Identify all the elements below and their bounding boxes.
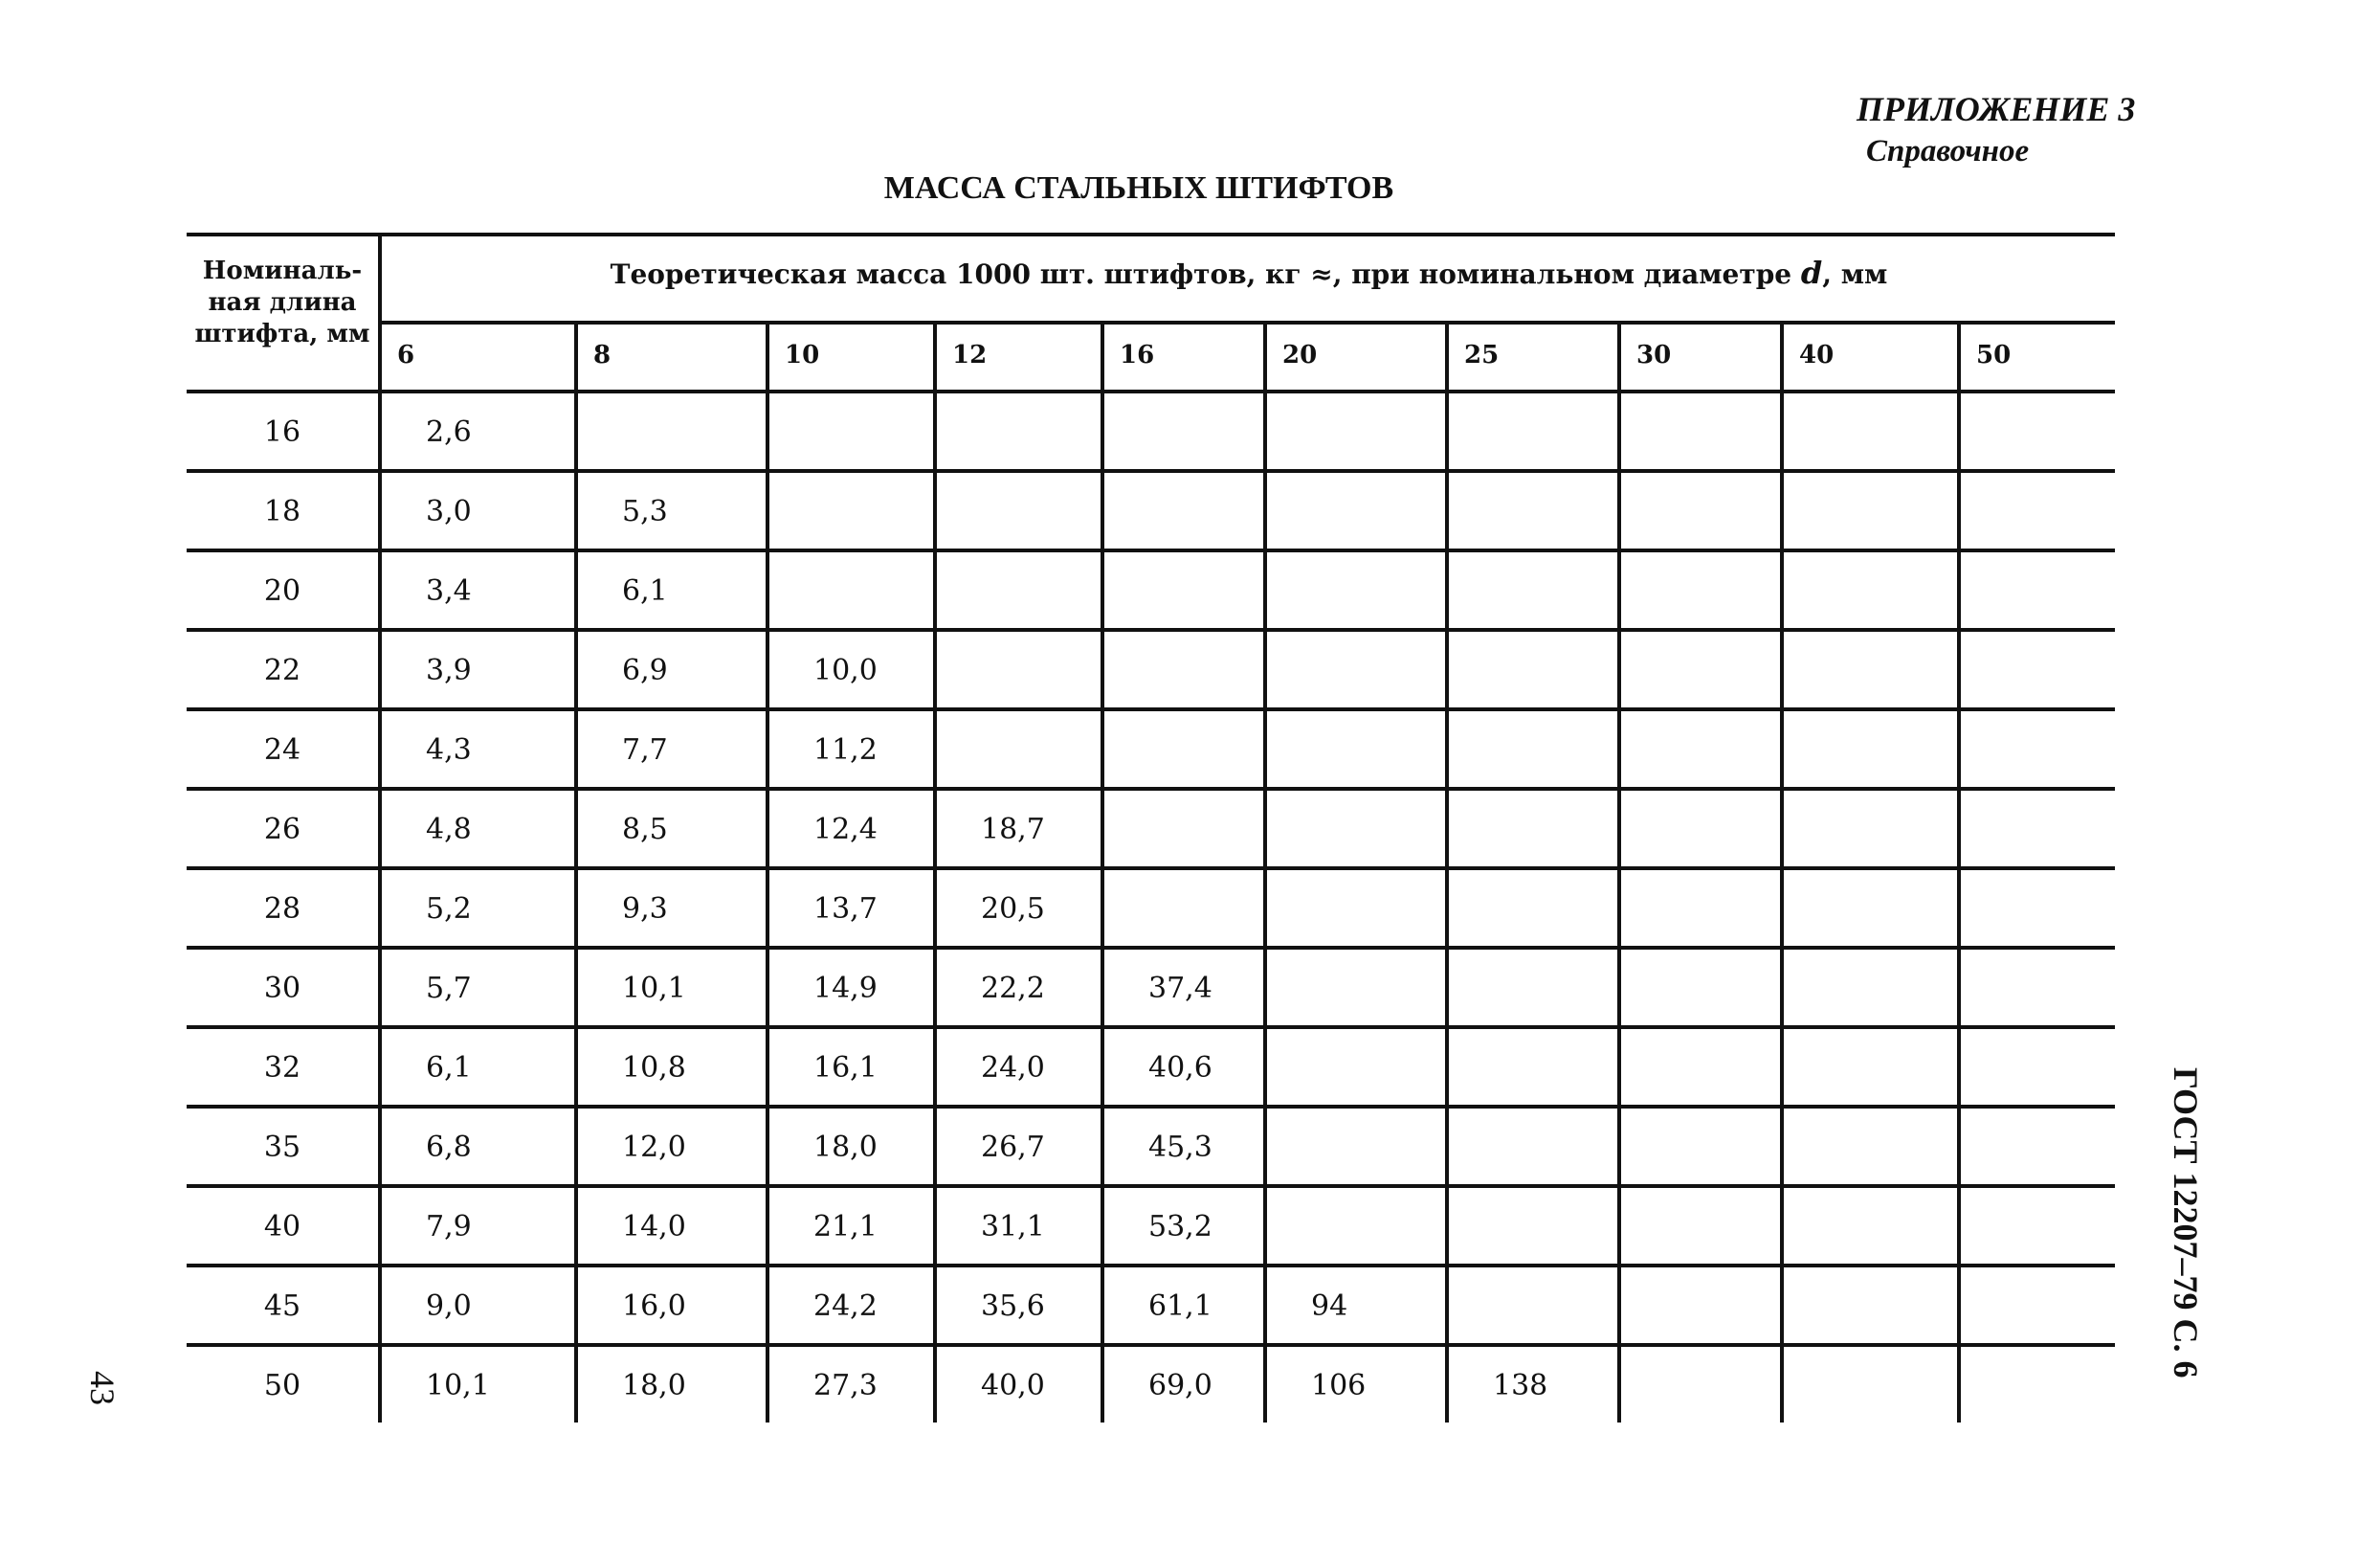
mass-cell: 5,2 (426, 892, 472, 926)
diameter-header: 50 (1976, 341, 2012, 370)
table-row (187, 1188, 2115, 1266)
mass-cell: 18,7 (981, 813, 1045, 846)
mass-cell: 14,9 (813, 972, 878, 1005)
mass-cell: 4,8 (426, 813, 472, 846)
diameter-header: 8 (593, 341, 612, 370)
table-row (187, 1347, 2115, 1425)
diameter-header: 40 (1799, 341, 1835, 370)
length-cell: 20 (263, 574, 301, 608)
mass-cell: 22,2 (981, 972, 1045, 1005)
mass-cell: 6,1 (622, 574, 668, 608)
mass-cell: 10,8 (622, 1051, 686, 1085)
mass-cell: 5,3 (622, 495, 668, 528)
mass-cell: 13,7 (813, 892, 878, 926)
page-number: 43 (83, 1371, 122, 1405)
appendix-number: ПРИЛОЖЕНИЕ 3 (1857, 90, 2136, 128)
mass-cell: 2,6 (426, 415, 472, 449)
diameter-header: 6 (397, 341, 415, 370)
mass-cell: 4,3 (426, 733, 472, 767)
diameter-header: 30 (1636, 341, 1672, 370)
mass-cell: 12,0 (622, 1131, 686, 1164)
mass-cell: 53,2 (1148, 1210, 1212, 1244)
mass-cell: 3,9 (426, 654, 472, 687)
mass-header-text: Теоретическая масса 1000 шт. штифтов, кг ≈, при номинальном диаметре (610, 258, 1801, 290)
appendix-label (1857, 88, 2144, 172)
diameter-header: 16 (1120, 341, 1155, 370)
mass-cell: 21,1 (813, 1210, 878, 1244)
length-cell: 45 (263, 1289, 301, 1323)
table-row (187, 632, 2115, 710)
table-row (187, 1109, 2115, 1187)
mass-cell: 8,5 (622, 813, 668, 846)
mass-cell: 6,9 (622, 654, 668, 687)
table-row (187, 552, 2115, 631)
header-divider (378, 321, 2115, 325)
mass-cell: 138 (1493, 1369, 1548, 1402)
mass-cell: 18,0 (622, 1369, 686, 1402)
length-cell: 26 (263, 813, 301, 846)
mass-cell: 16,1 (813, 1051, 878, 1085)
table-row (187, 791, 2115, 869)
length-column-header (187, 256, 378, 350)
diameter-header: 25 (1464, 341, 1500, 370)
mass-table (187, 233, 2115, 1404)
mass-cell: 106 (1311, 1369, 1367, 1402)
mass-cell: 5,7 (426, 972, 472, 1005)
mass-cell: 7,9 (426, 1210, 472, 1244)
diameter-header: 10 (785, 341, 820, 370)
length-header-line: ная длина (208, 288, 357, 317)
length-cell: 30 (263, 972, 301, 1005)
mass-cell: 45,3 (1148, 1131, 1212, 1164)
mass-cell: 27,3 (813, 1369, 878, 1402)
mass-cell: 26,7 (981, 1131, 1045, 1164)
length-cell: 35 (263, 1131, 301, 1164)
table-row (187, 473, 2115, 551)
mass-cell: 7,7 (622, 733, 668, 767)
length-cell: 28 (263, 892, 301, 926)
table-row (187, 393, 2115, 472)
length-cell: 32 (263, 1051, 301, 1085)
mass-cell: 40,6 (1148, 1051, 1212, 1085)
page-title: МАССА СТАЛЬНЫХ ШТИФТОВ (883, 170, 1394, 206)
mass-cell: 24,2 (813, 1289, 878, 1323)
appendix-type: Справочное (1866, 134, 2030, 168)
length-header-line: штифта, мм (194, 320, 370, 348)
mass-cell: 35,6 (981, 1289, 1045, 1323)
mass-cell: 16,0 (622, 1289, 686, 1323)
length-cell: 22 (263, 654, 301, 687)
mass-cell: 3,0 (426, 495, 472, 528)
mass-cell: 10,0 (813, 654, 878, 687)
diameter-symbol: d (1800, 255, 1823, 291)
mass-cell: 69,0 (1148, 1369, 1212, 1402)
mass-cell: 9,0 (426, 1289, 472, 1323)
diameter-header: 20 (1282, 341, 1318, 370)
gost-side-label: ГОСТ 12207–79 С. 6 (2167, 1067, 2205, 1378)
length-header-line: Номиналь- (202, 257, 363, 285)
length-cell: 50 (263, 1369, 301, 1402)
table-row (187, 1029, 2115, 1108)
mass-cell: 20,5 (981, 892, 1045, 926)
mass-cell: 24,0 (981, 1051, 1045, 1085)
diameter-header: 12 (952, 341, 988, 370)
mass-cell: 6,1 (426, 1051, 472, 1085)
length-cell: 16 (263, 415, 301, 449)
mass-cell: 18,0 (813, 1131, 878, 1164)
length-cell: 18 (263, 495, 301, 528)
mass-cell: 94 (1311, 1289, 1348, 1323)
table-row (187, 950, 2115, 1028)
table-row (187, 1267, 2115, 1346)
length-cell: 24 (263, 733, 301, 767)
length-cell: 40 (263, 1210, 301, 1244)
mass-cell: 10,1 (622, 972, 686, 1005)
mass-cell: 11,2 (813, 733, 878, 767)
mass-cell: 3,4 (426, 574, 472, 608)
mass-header-unit: , мм (1822, 258, 1888, 290)
mass-cell: 61,1 (1148, 1289, 1212, 1323)
mass-cell: 9,3 (622, 892, 668, 926)
mass-cell: 31,1 (981, 1210, 1045, 1244)
mass-column-header (383, 254, 2115, 294)
mass-cell: 37,4 (1148, 972, 1212, 1005)
mass-cell: 10,1 (426, 1369, 490, 1402)
mass-cell: 14,0 (622, 1210, 686, 1244)
mass-cell: 6,8 (426, 1131, 472, 1164)
mass-cell: 40,0 (981, 1369, 1045, 1402)
table-row (187, 870, 2115, 949)
mass-cell: 12,4 (813, 813, 878, 846)
table-row (187, 711, 2115, 790)
